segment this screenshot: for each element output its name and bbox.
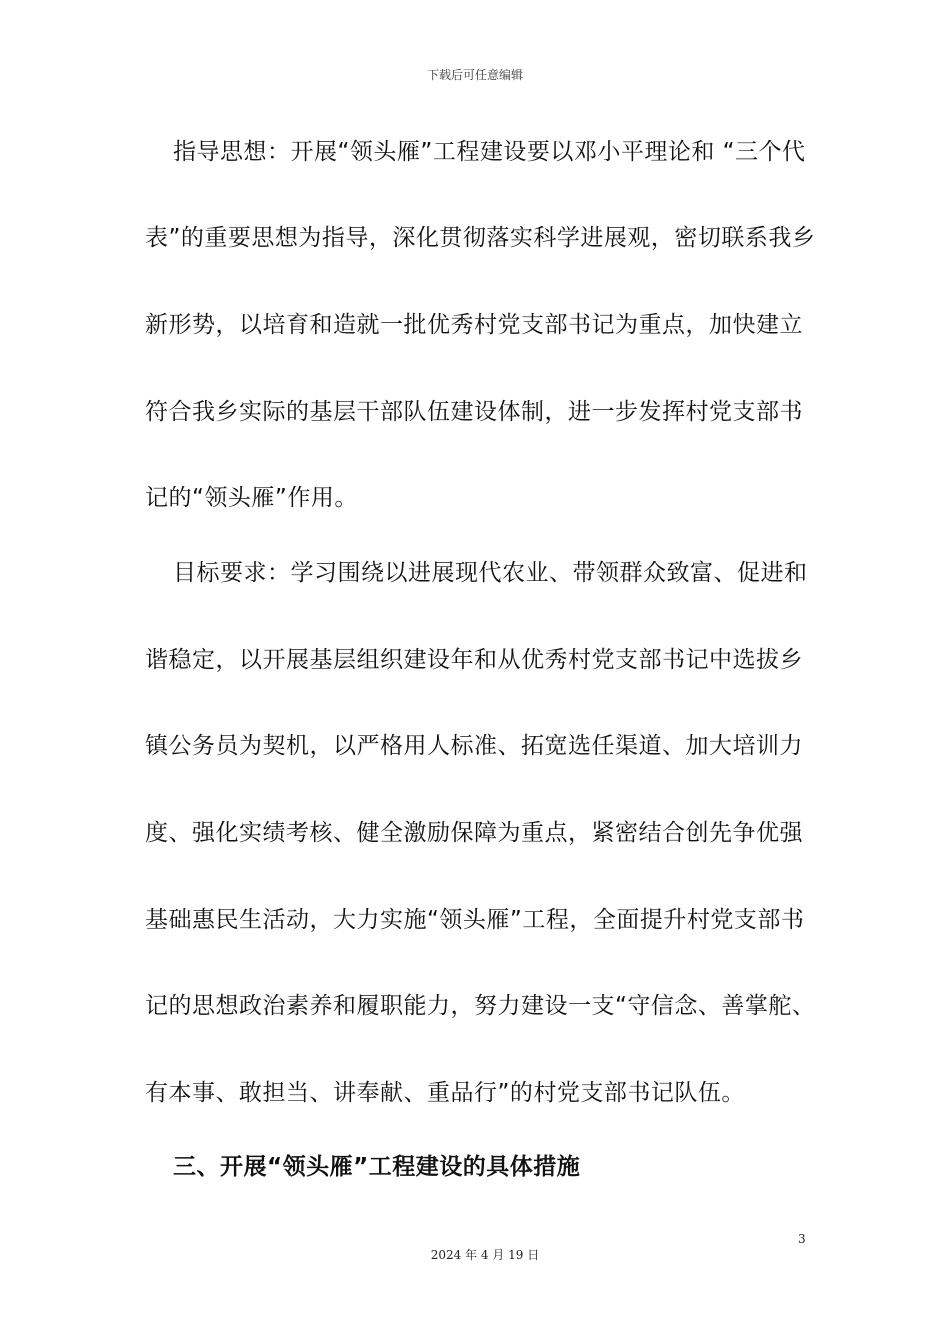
paragraph-guiding-thought-line-1: 指导思想：开展“领头雁”工程建设要以邓小平理论和 “三个代	[173, 139, 806, 165]
paragraph-guiding-thought-line-5: 记的“领头雁”作用。	[145, 485, 358, 511]
page-number: 3	[798, 1232, 806, 1246]
paragraph-target-line-6: 记的思想政治素养和履职能力，努力建设一支“守信念、善掌舵、	[145, 993, 816, 1019]
header-note: 下载后可任意编辑	[426, 68, 523, 82]
section-heading: 三、开展“领头雁”工程建设的具体措施	[173, 1154, 581, 1180]
footer-date: 2024 年 4 月 19 日	[430, 1248, 540, 1262]
paragraph-target-line-1: 目标要求：学习围绕以进展现代农业、带领群众致富、促进和	[173, 560, 808, 586]
paragraph-guiding-thought-line-4: 符合我乡实际的基层干部队伍建设体制，进一步发挥村党支部书	[145, 399, 803, 425]
paragraph-guiding-thought-line-2: 表”的重要思想为指导，深化贯彻落实科学进展观，密切联系我乡	[145, 225, 816, 251]
paragraph-target-line-5: 基础惠民生活动，大力实施“领头雁”工程，全面提升村党支部书	[145, 907, 805, 933]
paragraph-target-line-4: 度、强化实绩考核、健全激励保障为重点，紧密结合创先争优强	[145, 820, 803, 846]
paragraph-guiding-thought-line-3: 新形势，以培育和造就一批优秀村党支部书记为重点，加快建立	[145, 312, 803, 338]
paragraph-target-line-2: 谐稳定，以开展基层组织建设年和从优秀村党支部书记中选拔乡	[145, 647, 803, 673]
paragraph-target-line-3: 镇公务员为契机，以严格用人标准、拓宽选任渠道、加大培训力	[145, 733, 803, 759]
paragraph-target-line-7: 有本事、敢担当、讲奉献、重品行”的村党支部书记队伍。	[145, 1080, 745, 1106]
